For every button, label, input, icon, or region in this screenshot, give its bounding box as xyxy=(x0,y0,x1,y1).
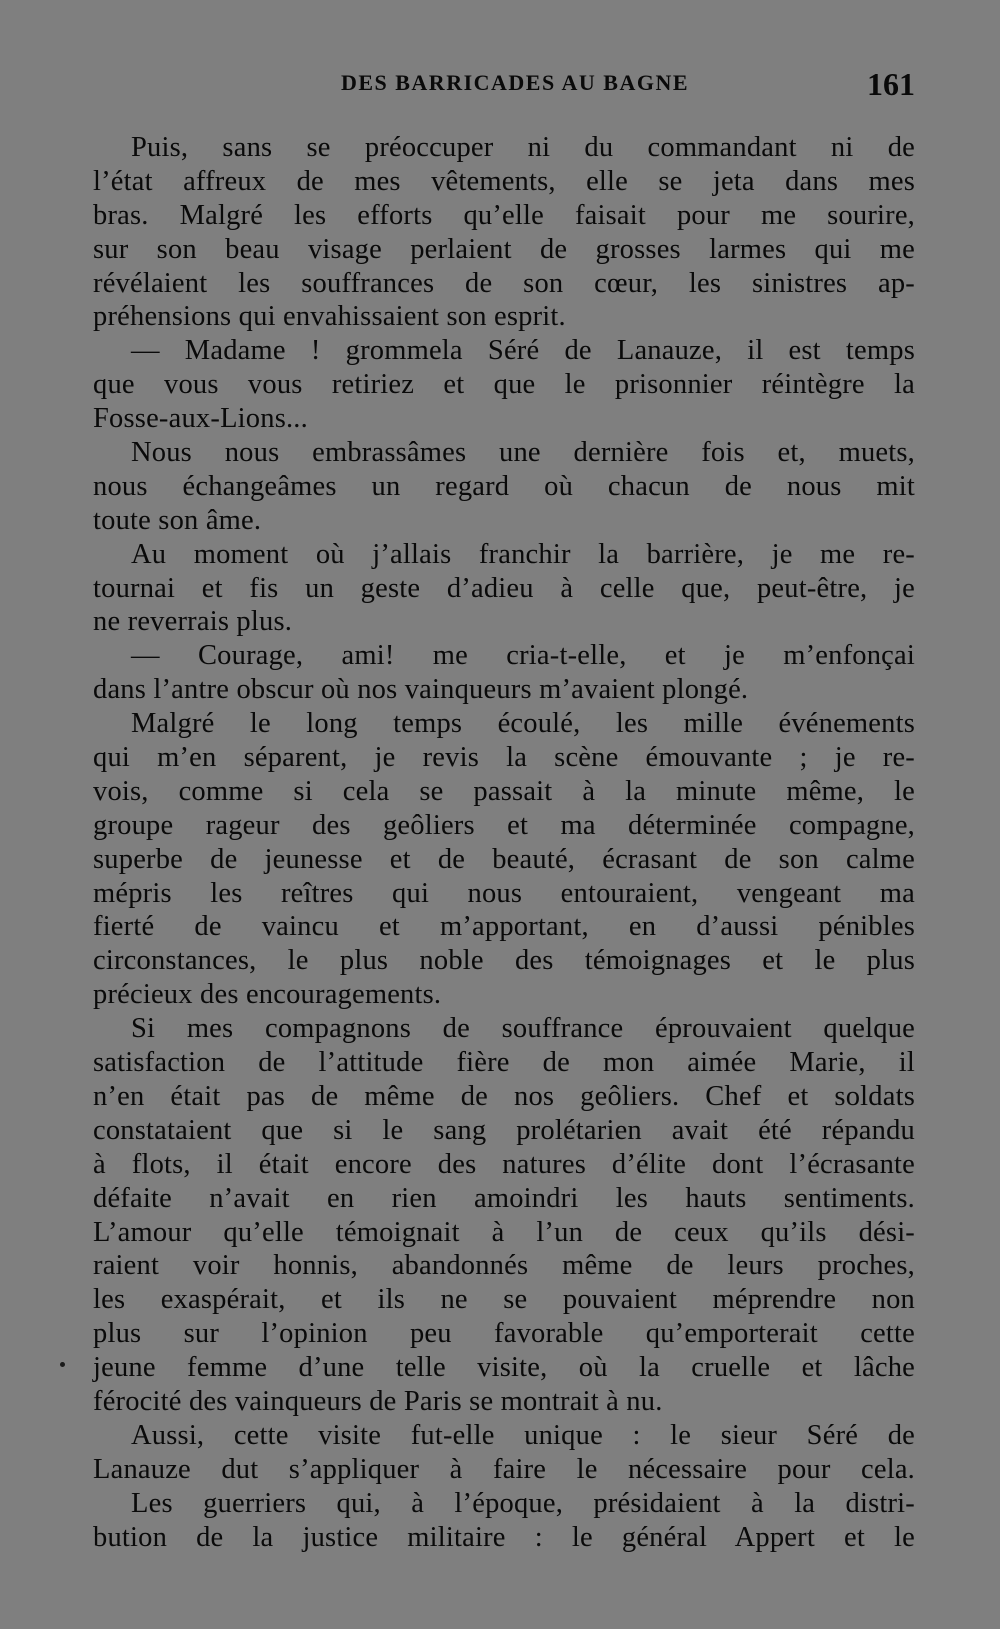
text-line: L’amour qu’elle témoignait à l’un de ceux qu’ils dési- xyxy=(93,1216,915,1248)
text-line: Les guerriers qui, à l’époque, présidaient à la distri- xyxy=(131,1487,915,1519)
running-head xyxy=(95,68,915,104)
running-title: DES BARRICADES AU BAGNE xyxy=(340,70,690,95)
text-line: — Courage, ami! me cria-t-elle, et je m’enfonçai xyxy=(131,640,915,672)
text-line: mépris les reîtres qui nous entouraient, vengeant ma xyxy=(93,877,915,909)
text-line: Puis, sans se préoccuper ni du commandant ni de xyxy=(131,132,915,163)
text-line: qui m’en séparent, je revis la scène émouvante ; je re- xyxy=(93,742,915,774)
text-line: superbe de jeunesse et de beauté, écrasant de son calme xyxy=(93,843,915,875)
text-line: jeune femme d’une telle visite, où la cruelle et lâche xyxy=(93,1352,915,1384)
text-line: ne reverrais plus. xyxy=(93,606,293,638)
body-text xyxy=(93,131,915,1554)
text-line: plus sur l’opinion peu favorable qu’emporterait cette xyxy=(93,1318,915,1350)
text-line: l’état affreux de mes vêtements, elle se jeta dans mes xyxy=(93,165,915,197)
text-line: Au moment où j’allais franchir la barrière, je me re- xyxy=(131,538,915,570)
text-line: circonstances, le plus noble des témoignages et le plus xyxy=(93,945,915,977)
text-line: Lanauze dut s’appliquer à faire le nécessaire pour cela. xyxy=(93,1453,915,1485)
text-line: bras. Malgré les efforts qu’elle faisait pour me sourire, xyxy=(93,199,915,231)
text-line: toute son âme. xyxy=(93,504,262,536)
text-line: révélaient les souffrances de son cœur, les sinistres ap- xyxy=(93,267,915,299)
text-line: bution de la justice militaire : le général Appert et le xyxy=(93,1521,915,1553)
text-line: férocité des vainqueurs de Paris se montrait à nu. xyxy=(93,1385,663,1417)
text-line: tournai et fis un geste d’adieu à celle que, peut-être, je xyxy=(93,572,915,604)
text-line: les exaspérait, et ils ne se pouvaient méprendre non xyxy=(93,1284,915,1316)
text-line: Aussi, cette visite fut-elle unique : le sieur Séré de xyxy=(131,1419,915,1451)
text-line: vois, comme si cela se passait à la minute même, le xyxy=(93,775,915,807)
text-line: nous échangeâmes un regard où chacun de nous mit xyxy=(93,470,915,502)
text-line: raient voir honnis, abandonnés même de leurs proches, xyxy=(93,1250,915,1282)
text-line: Fosse-aux-Lions... xyxy=(93,403,308,435)
text-line: Nous nous embrassâmes une dernière fois et, muets, xyxy=(131,437,915,469)
text-line: n’en était pas de même de nos geôliers. Chef et soldats xyxy=(93,1080,915,1112)
text-line: satisfaction de l’attitude fière de mon aimée Marie, il xyxy=(93,1047,915,1079)
text-line: Si mes compagnons de souffrance éprouvaient quelque xyxy=(131,1013,915,1045)
text-line: sur son beau visage perlaient de grosses larmes qui me xyxy=(93,233,915,265)
text-line: que vous vous retiriez et que le prisonnier réintègre la xyxy=(93,369,915,401)
text-line: dans l’antre obscur où nos vainqueurs m’avaient plongé. xyxy=(93,674,749,706)
text-line: défaite n’avait en rien amoindri les hauts sentiments. xyxy=(93,1182,915,1214)
text-line: fierté de vaincu et m’apportant, en d’aussi pénibles xyxy=(93,911,915,943)
margin-dot xyxy=(60,1362,65,1367)
text-line: à flots, il était encore des natures d’élite dont l’écrasante xyxy=(93,1148,915,1180)
text-line: préhensions qui envahissaient son esprit. xyxy=(93,301,566,333)
text-line: — Madame ! grommela Séré de Lanauze, il est temps xyxy=(131,335,915,367)
text-line: précieux des encouragements. xyxy=(93,979,442,1011)
text-line: Malgré le long temps écoulé, les mille événements xyxy=(131,708,915,740)
page-number: 161 xyxy=(867,66,915,102)
text-line: constataient que si le sang prolétarien avait été répandu xyxy=(93,1114,915,1146)
text-line: groupe rageur des geôliers et ma déterminée compagne, xyxy=(93,809,915,841)
